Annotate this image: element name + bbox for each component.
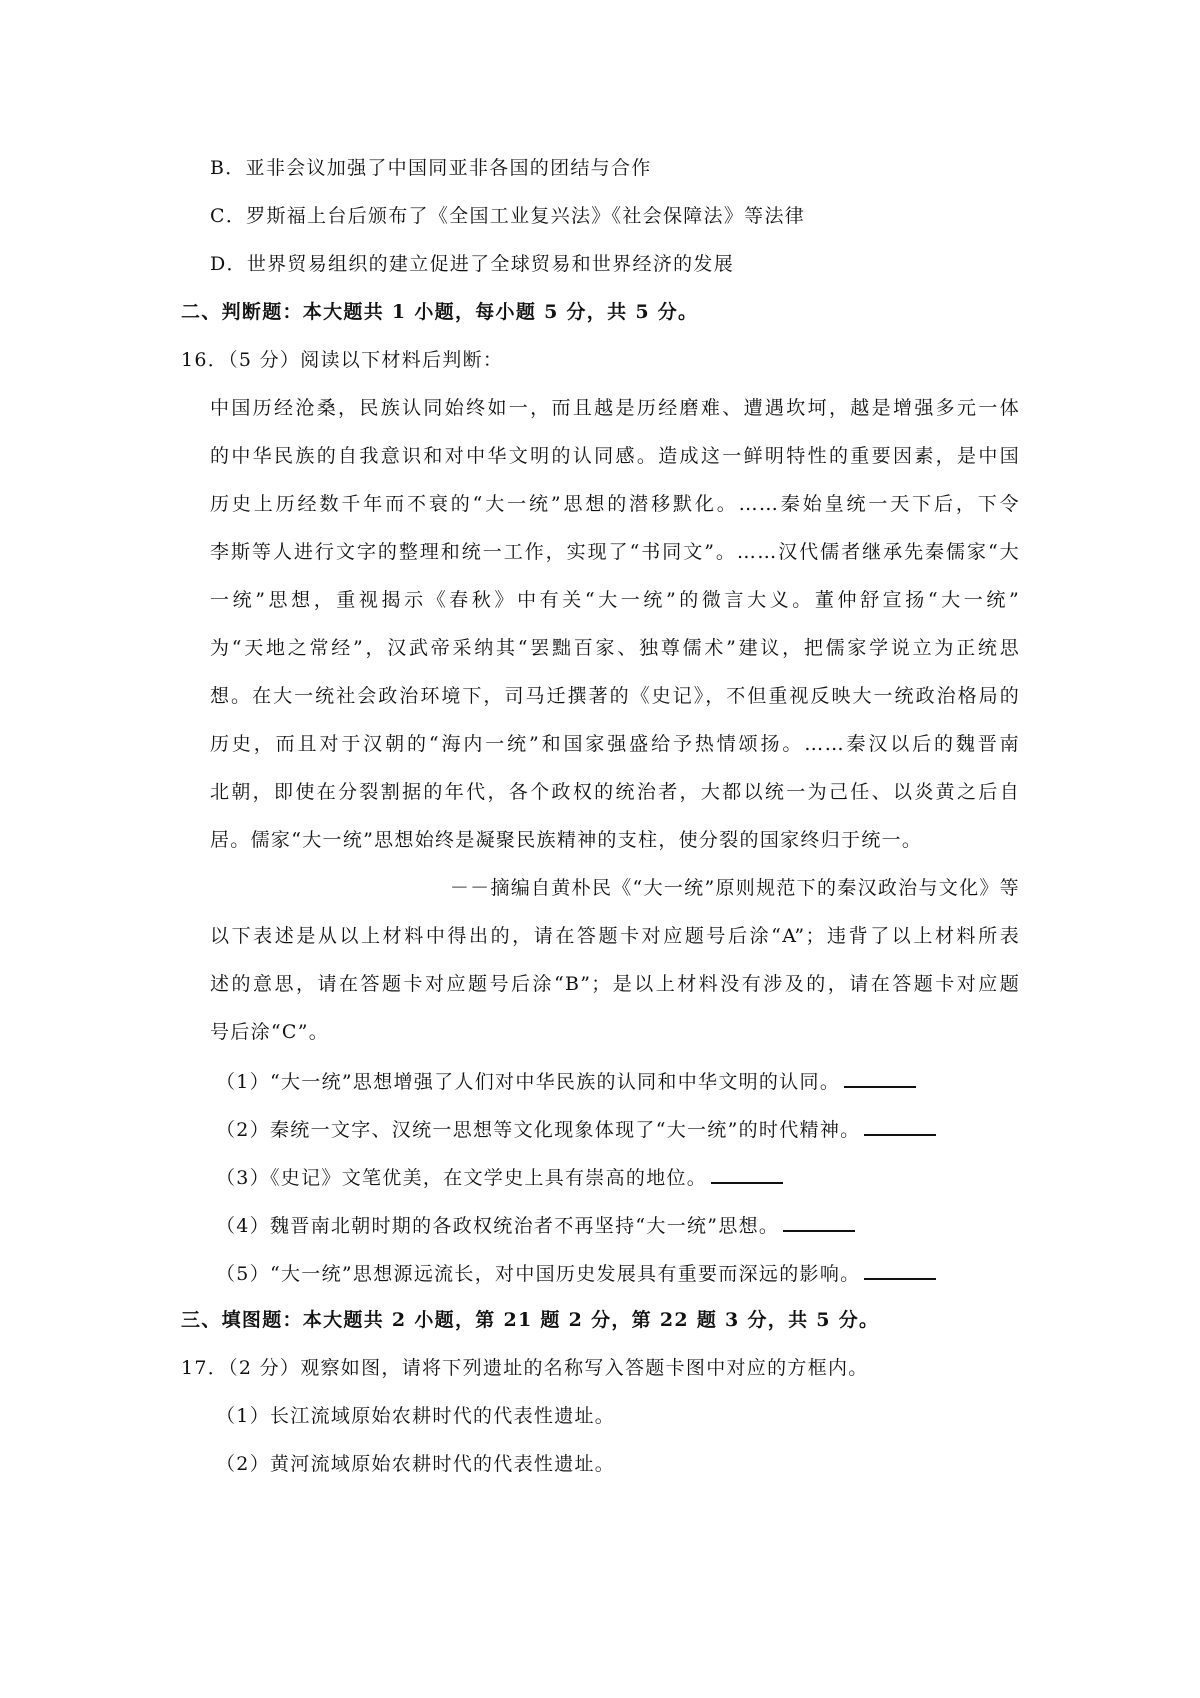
judgment-item: [216, 1260, 936, 1286]
section-2-title: 二、判断题：本大题共 1 小题，每小题 5 分，共 5 分。: [181, 301, 699, 323]
instruction-line: 以下表述是从以上材料中得出的，请在答题卡对应题号后涂“A”；违背了以上材料所表: [210, 925, 1020, 947]
material-source: －－摘编自黄朴民《“大一统”原则规范下的秦汉政治与文化》等: [449, 877, 1020, 899]
option-c: C．罗斯福上台后颁布了《全国工业复兴法》《社会保障法》等法律: [210, 205, 806, 227]
question-17-item: （2）黄河流域原始农耕时代的代表性遗址。: [216, 1453, 616, 1475]
judgment-item-text: （1）“大一统”思想增强了人们对中华民族的认同和中华文明的认同。: [216, 1071, 841, 1093]
question-17-item: （1）长江流域原始农耕时代的代表性遗址。: [216, 1405, 616, 1427]
answer-blank[interactable]: [844, 1068, 916, 1088]
question-17-stem: 17．（2 分）观察如图，请将下列遗址的名称写入答题卡图中对应的方框内。: [181, 1357, 869, 1379]
material-line: 居。儒家“大一统”思想始终是凝聚民族精神的支柱，使分裂的国家终归于统一。: [210, 829, 923, 851]
material-line: 历史上历经数千年而不衰的“大一统”思想的潜移默化。……秦始皇统一天下后，下令: [210, 493, 1020, 515]
material-line: 李斯等人进行文字的整理和统一工作，实现了“书同文”。……汉代儒者继承先秦儒家“大: [210, 541, 1020, 563]
judgment-item: [216, 1212, 855, 1238]
material-line: 一统”思想，重视揭示《春秋》中有关“大一统”的微言大义。董仲舒宣扬“大一统”: [210, 589, 1020, 611]
judgment-item-text: （5）“大一统”思想源远流长，对中国历史发展具有重要而深远的影响。: [216, 1263, 861, 1285]
question-16-stem: 16．（5 分）阅读以下材料后判断：: [181, 349, 504, 371]
judgment-item: [216, 1068, 916, 1094]
option-b: B．亚非会议加强了中国同亚非各国的团结与合作: [210, 157, 652, 179]
answer-blank[interactable]: [783, 1212, 855, 1232]
instruction-line: 号后涂“C”。: [210, 1021, 330, 1043]
material-line: 北朝，即使在分裂割据的年代，各个政权的统治者，大都以统一为己任、以炎黄之后自: [210, 781, 1020, 803]
judgment-item-text: （4）魏晋南北朝时期的各政权统治者不再坚持“大一统”思想。: [216, 1215, 780, 1237]
section-3-title: 三、填图题：本大题共 2 小题，第 21 题 2 分，第 22 题 3 分，共 5 分。: [181, 1309, 880, 1331]
answer-blank[interactable]: [864, 1260, 936, 1280]
answer-blank[interactable]: [864, 1116, 936, 1136]
material-line: 中国历经沧桑，民族认同始终如一，而且越是历经磨难、遭遇坎坷，越是增强多元一体: [210, 397, 1020, 419]
material-line: 的中华民族的自我意识和对中华文明的认同感。造成这一鲜明特性的重要因素，是中国: [210, 445, 1020, 467]
judgment-item-text: （3）《史记》文笔优美，在文学史上具有崇高的地位。: [216, 1167, 708, 1189]
instruction-line: 述的意思，请在答题卡对应题号后涂“B”；是以上材料没有涉及的，请在答题卡对应题: [210, 973, 1020, 995]
judgment-item: [216, 1116, 936, 1142]
material-line: 历史，而且对于汉朝的“海内一统”和国家强盛给予热情颂扬。……秦汉以后的魏晋南: [210, 733, 1020, 755]
answer-blank[interactable]: [711, 1164, 783, 1184]
option-d: D．世界贸易组织的建立促进了全球贸易和世界经济的发展: [210, 253, 735, 275]
material-line: 为“天地之常经”，汉武帝采纳其“罢黜百家、独尊儒术”建议，把儒家学说立为正统思: [210, 637, 1020, 659]
material-line: 想。在大一统社会政治环境下，司马迁撰著的《史记》，不但重视反映大一统政治格局的: [210, 685, 1020, 707]
judgment-item-text: （2）秦统一文字、汉统一思想等文化现象体现了“大一统”的时代精神。: [216, 1119, 861, 1141]
judgment-item: [216, 1164, 783, 1190]
